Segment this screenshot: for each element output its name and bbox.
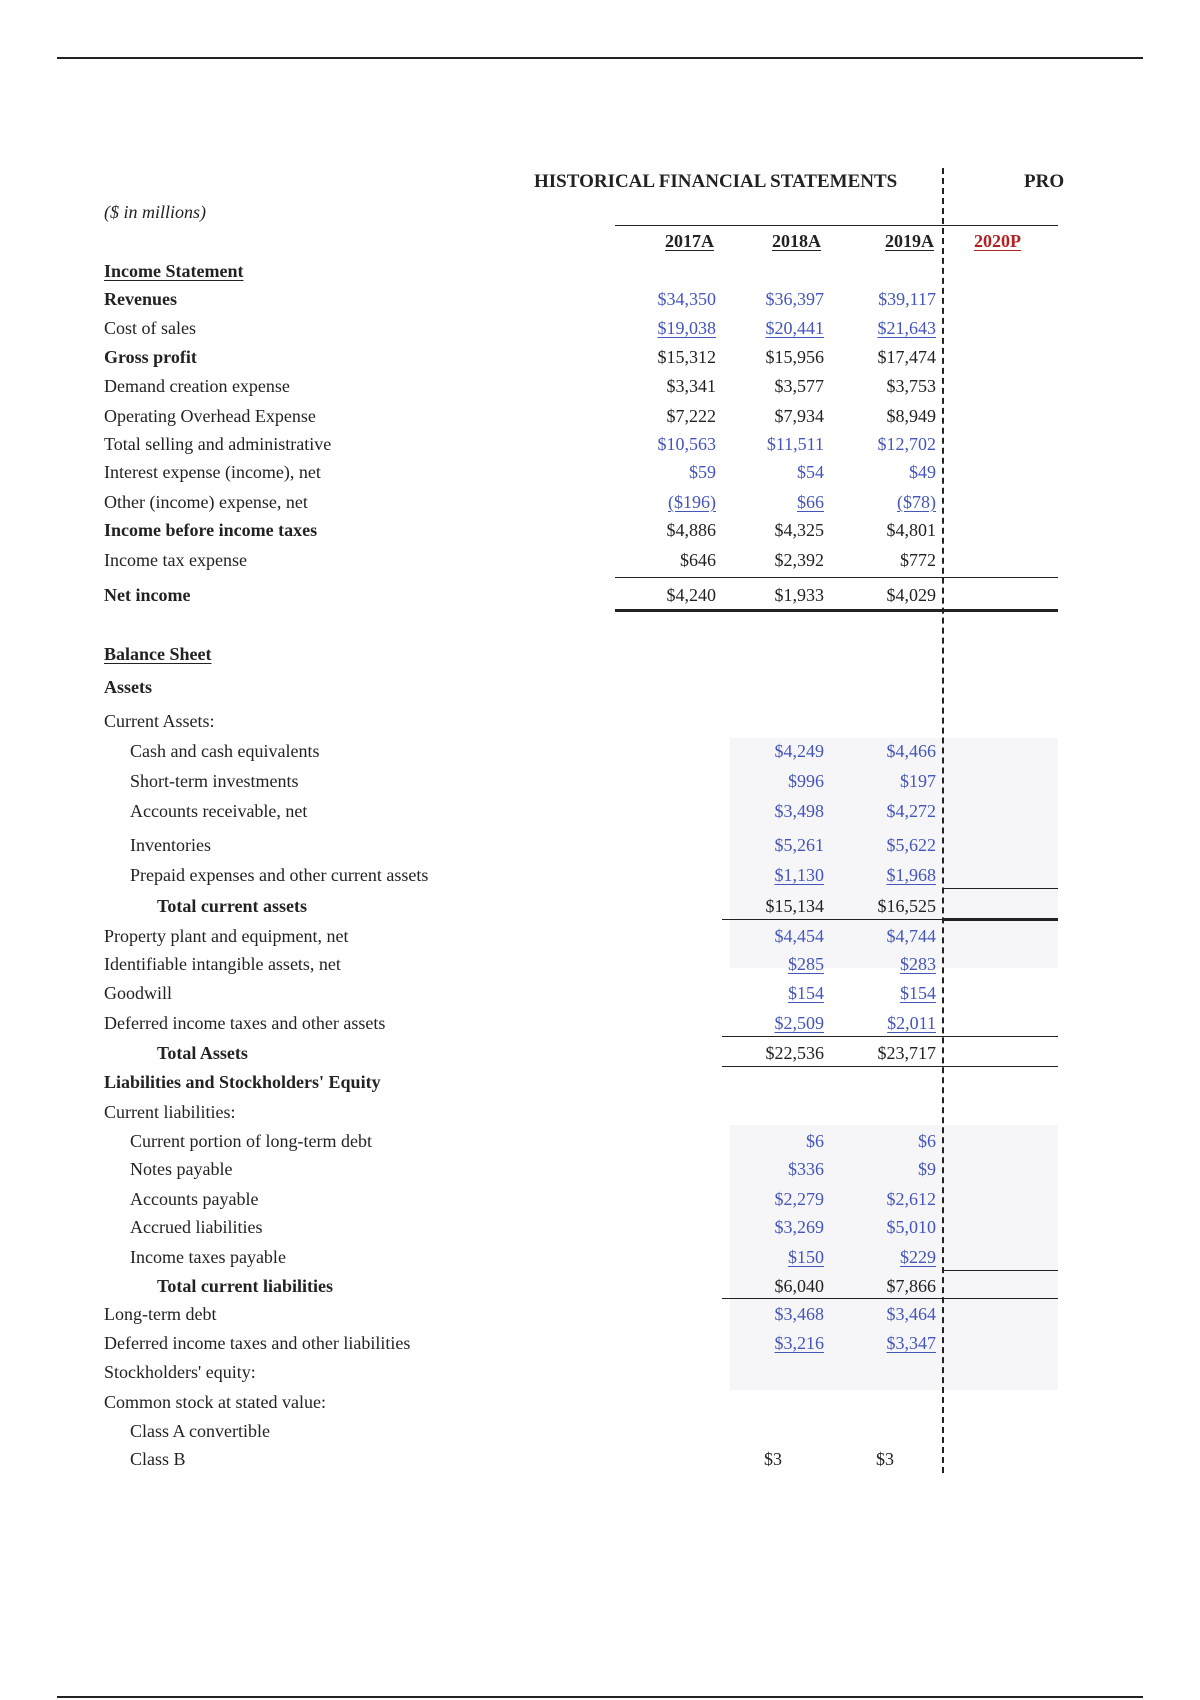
- cell: $17,474: [877, 347, 936, 367]
- subtotal-rule: [722, 1298, 1058, 1299]
- cell: $10,563: [657, 434, 716, 454]
- cell: $15,312: [657, 347, 716, 367]
- cell: $154: [788, 983, 824, 1003]
- cell: ($196): [668, 492, 716, 512]
- cell: $3,341: [666, 376, 716, 396]
- historical-title: HISTORICAL FINANCIAL STATEMENTS: [534, 171, 898, 192]
- units-note: ($ in millions): [104, 202, 206, 222]
- cell: $4,249: [774, 741, 824, 761]
- cell: $34,350: [657, 289, 716, 309]
- total-rule: [722, 1066, 1058, 1067]
- cell: $6,040: [774, 1276, 824, 1296]
- cell: $4,272: [886, 801, 936, 821]
- row-label: Accounts receivable, net: [130, 801, 308, 821]
- row-label: Liabilities and Stockholders' Equity: [104, 1072, 381, 1092]
- row-label: Short-term investments: [130, 771, 299, 791]
- cell: $154: [900, 983, 936, 1003]
- cell: $15,134: [765, 896, 824, 916]
- row-label: Total Assets: [157, 1043, 248, 1063]
- row-label: Property plant and equipment, net: [104, 926, 349, 946]
- cell: $1,130: [774, 865, 824, 885]
- cell: $3: [876, 1449, 894, 1469]
- row-label: Notes payable: [130, 1159, 233, 1179]
- cell: $3,347: [886, 1333, 936, 1353]
- cell: $6: [918, 1131, 936, 1151]
- row-label: Total current liabilities: [157, 1276, 334, 1296]
- subtotal-rule: [722, 1036, 1058, 1037]
- cell: $59: [689, 462, 716, 482]
- cell: $772: [900, 550, 936, 570]
- bottom-rule: [57, 1696, 1143, 1698]
- cell: $20,441: [765, 318, 824, 338]
- row-label: Demand creation expense: [104, 376, 290, 396]
- projected-title: PRO: [1024, 171, 1065, 192]
- cell: $2,011: [887, 1013, 936, 1033]
- cell: $3,577: [774, 376, 824, 396]
- row-label: Current Assets:: [104, 711, 215, 731]
- top-rule: [57, 57, 1143, 59]
- row-label: Identifiable intangible assets, net: [104, 954, 341, 974]
- cell: $4,325: [774, 520, 824, 540]
- year-2018: 2018A: [772, 231, 821, 251]
- balance-sheet-title: Balance Sheet: [104, 644, 212, 664]
- cell: $229: [900, 1247, 936, 1267]
- cell: $336: [788, 1159, 824, 1179]
- cell: $3: [764, 1449, 782, 1469]
- row-label: Class A convertible: [130, 1421, 270, 1441]
- cell: $2,509: [774, 1013, 824, 1033]
- cell: $54: [797, 462, 824, 482]
- cell: $3,498: [774, 801, 824, 821]
- cell: $21,643: [877, 318, 936, 338]
- cell: $150: [788, 1247, 824, 1267]
- row-label: Long-term debt: [104, 1304, 217, 1324]
- cell: $5,010: [886, 1217, 936, 1237]
- cell: $11,511: [766, 434, 824, 454]
- cell: $39,117: [878, 289, 936, 309]
- cell: $49: [909, 462, 936, 482]
- row-label: Operating Overhead Expense: [104, 406, 316, 426]
- cell: $2,612: [886, 1189, 936, 1209]
- cell: $12,702: [877, 434, 936, 454]
- cell: $197: [900, 771, 936, 791]
- cell: $4,029: [886, 585, 936, 605]
- subtotal-rule: [942, 888, 1058, 889]
- row-label: Prepaid expenses and other current assets: [130, 865, 429, 885]
- cell: $4,886: [666, 520, 716, 540]
- row-label: Inventories: [130, 835, 211, 855]
- row-label: Cash and cash equivalents: [130, 741, 320, 761]
- cell: $4,801: [886, 520, 936, 540]
- row-label: Current liabilities:: [104, 1102, 236, 1122]
- cell: $285: [788, 954, 824, 974]
- row-label: Other (income) expense, net: [104, 492, 308, 512]
- row-label: Income before income taxes: [104, 520, 318, 540]
- year-2019: 2019A: [885, 231, 934, 251]
- cell: $4,240: [666, 585, 716, 605]
- cell: $996: [788, 771, 824, 791]
- row-label: Current portion of long-term debt: [130, 1131, 372, 1151]
- cell: $66: [797, 492, 824, 512]
- cell: $2,392: [774, 550, 824, 570]
- cell: $19,038: [657, 318, 716, 338]
- cell: $9: [918, 1159, 936, 1179]
- row-label: Income taxes payable: [130, 1247, 286, 1267]
- row-label: Goodwill: [104, 983, 173, 1003]
- row-label: Revenues: [104, 289, 177, 309]
- row-label: Common stock at stated value:: [104, 1392, 326, 1412]
- cell: $3,753: [886, 376, 936, 396]
- year-2020p: 2020P: [974, 231, 1021, 251]
- row-label: Assets: [104, 677, 152, 697]
- row-label: Stockholders' equity:: [104, 1362, 256, 1382]
- cell: $646: [680, 550, 716, 570]
- cell: $22,536: [765, 1043, 824, 1063]
- row-label: Class B: [130, 1449, 186, 1469]
- cell: $16,525: [877, 896, 936, 916]
- cell: $5,622: [886, 835, 936, 855]
- row-label: Cost of sales: [104, 318, 196, 338]
- row-label: Deferred income taxes and other liabilities: [104, 1333, 411, 1353]
- cell: $15,956: [765, 347, 824, 367]
- cell: $4,466: [886, 741, 936, 761]
- cell: $6: [806, 1131, 824, 1151]
- net-income-double-rule: [615, 609, 1058, 612]
- cell: $2,279: [774, 1189, 824, 1209]
- cell: $7,222: [666, 406, 716, 426]
- cell: ($78): [897, 492, 936, 512]
- subtotal-rule: [942, 1270, 1058, 1271]
- cell: $7,934: [774, 406, 824, 426]
- subtotal-rule: [615, 577, 1058, 578]
- cell: $4,744: [886, 926, 936, 946]
- subtotal-rule-thick: [942, 918, 1058, 921]
- cell: $3,464: [886, 1304, 936, 1324]
- row-label: Income tax expense: [104, 550, 247, 570]
- cell: $36,397: [765, 289, 824, 309]
- cell: $4,454: [774, 926, 824, 946]
- income-statement-title: Income Statement: [104, 261, 244, 281]
- year-2017: 2017A: [665, 231, 714, 251]
- row-label: Accrued liabilities: [130, 1217, 263, 1237]
- cell: $1,968: [886, 865, 936, 885]
- cell: $3,468: [774, 1304, 824, 1324]
- cell: $8,949: [886, 406, 936, 426]
- row-label: Accounts payable: [130, 1189, 259, 1209]
- row-label: Total current assets: [157, 896, 307, 916]
- cell: $5,261: [774, 835, 824, 855]
- cell: $23,717: [877, 1043, 936, 1063]
- row-label: Interest expense (income), net: [104, 462, 321, 482]
- row-label: Net income: [104, 585, 191, 605]
- cell: $3,216: [774, 1333, 824, 1353]
- row-label: Deferred income taxes and other assets: [104, 1013, 386, 1033]
- projection-divider: [942, 168, 944, 1473]
- header-rule: [615, 225, 1058, 226]
- row-label: Gross profit: [104, 347, 197, 367]
- row-label: Total selling and administrative: [104, 434, 332, 454]
- cell: $3,269: [774, 1217, 824, 1237]
- cell: $1,933: [774, 585, 824, 605]
- cell: $7,866: [886, 1276, 936, 1296]
- cell: $283: [900, 954, 936, 974]
